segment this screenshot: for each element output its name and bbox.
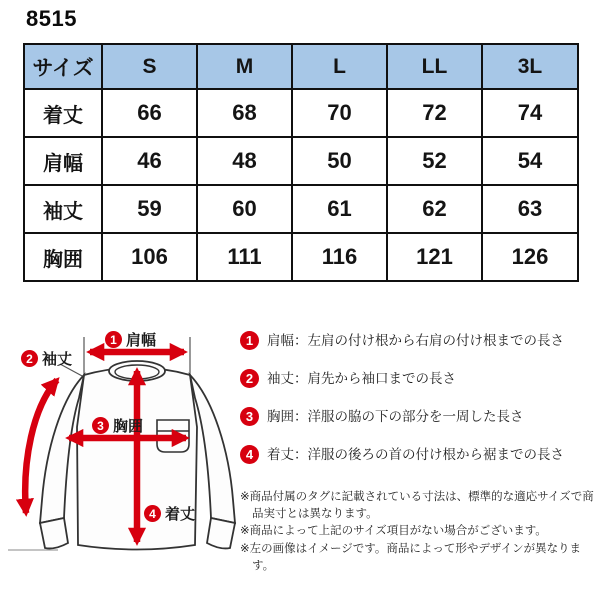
diagram-callout-chest <box>92 415 143 436</box>
size-value: 116 <box>292 233 387 281</box>
size-value: 61 <box>292 185 387 233</box>
row-label: 肩幅 <box>24 137 102 185</box>
size-value: 63 <box>482 185 578 233</box>
callout-label: 胸囲 <box>113 418 144 435</box>
size-table <box>23 43 579 282</box>
size-value: 46 <box>102 137 197 185</box>
row-label: 袖丈 <box>24 185 102 233</box>
number-badge: 1 <box>240 331 259 350</box>
row-label: 着丈 <box>24 89 102 137</box>
size-table-header-row <box>24 44 578 89</box>
size-table-header-cell: 3L <box>482 44 578 89</box>
size-value: 52 <box>387 137 482 185</box>
size-value: 74 <box>482 89 578 137</box>
number-badge: 4 <box>144 505 161 522</box>
callout-label: 袖丈 <box>42 351 73 368</box>
size-table-header-cell: M <box>197 44 292 89</box>
size-value: 59 <box>102 185 197 233</box>
diagram-callout-shoulder <box>105 329 156 350</box>
table-row <box>24 137 578 185</box>
note-line: ※商品によって上記のサイズ項目がない場合がございます。 <box>240 525 547 538</box>
size-value: 50 <box>292 137 387 185</box>
note-line: ※左の画像はイメージです。商品によって形やデザインが異なります。 <box>240 543 582 572</box>
table-row <box>24 89 578 137</box>
number-badge: 3 <box>240 407 259 426</box>
legend-text: 袖丈：肩先から袖口までの長さ <box>267 371 456 386</box>
size-value: 121 <box>387 233 482 281</box>
legend-text: 肩幅：左肩の付け根から右肩の付け根までの長さ <box>267 333 564 348</box>
size-value: 54 <box>482 137 578 185</box>
legend-item-length <box>240 445 598 465</box>
size-table-header-cell: サイズ <box>24 44 102 89</box>
size-table-header-cell: L <box>292 44 387 89</box>
callout-label: 肩幅 <box>126 332 157 349</box>
size-value: 68 <box>197 89 292 137</box>
size-value: 66 <box>102 89 197 137</box>
number-badge: 3 <box>92 417 109 434</box>
size-table-header-cell: S <box>102 44 197 89</box>
measurement-legend <box>240 331 598 575</box>
size-value: 62 <box>387 185 482 233</box>
number-badge: 2 <box>240 369 259 388</box>
legend-text: 胸囲：洋服の脇の下の部分を一周した長さ <box>267 409 524 424</box>
legend-item-shoulder <box>240 331 598 351</box>
row-label: 胸囲 <box>24 233 102 281</box>
legend-item-sleeve <box>240 369 598 389</box>
legend-item-chest <box>240 407 598 427</box>
size-value: 111 <box>197 233 292 281</box>
note-line: ※商品付属のタグに記載されている寸法は、標準的な適応サイズで商品実寸とは異なります。 <box>240 491 594 520</box>
number-badge: 1 <box>105 331 122 348</box>
table-row <box>24 233 578 281</box>
callout-label: 着丈 <box>165 506 196 523</box>
table-row <box>24 185 578 233</box>
size-value: 126 <box>482 233 578 281</box>
size-table-header-cell: LL <box>387 44 482 89</box>
number-badge: 4 <box>240 445 259 464</box>
legend-notes <box>240 489 598 574</box>
size-value: 106 <box>102 233 197 281</box>
size-value: 70 <box>292 89 387 137</box>
number-badge: 2 <box>21 350 38 367</box>
size-value: 72 <box>387 89 482 137</box>
product-code: 8515 <box>26 6 77 31</box>
diagram-callout-sleeve <box>21 348 72 369</box>
legend-text: 着丈：洋服の後ろの首の付け根から裾までの長さ <box>267 447 564 462</box>
diagram-callout-length <box>144 503 195 524</box>
size-value: 48 <box>197 137 292 185</box>
size-value: 60 <box>197 185 292 233</box>
